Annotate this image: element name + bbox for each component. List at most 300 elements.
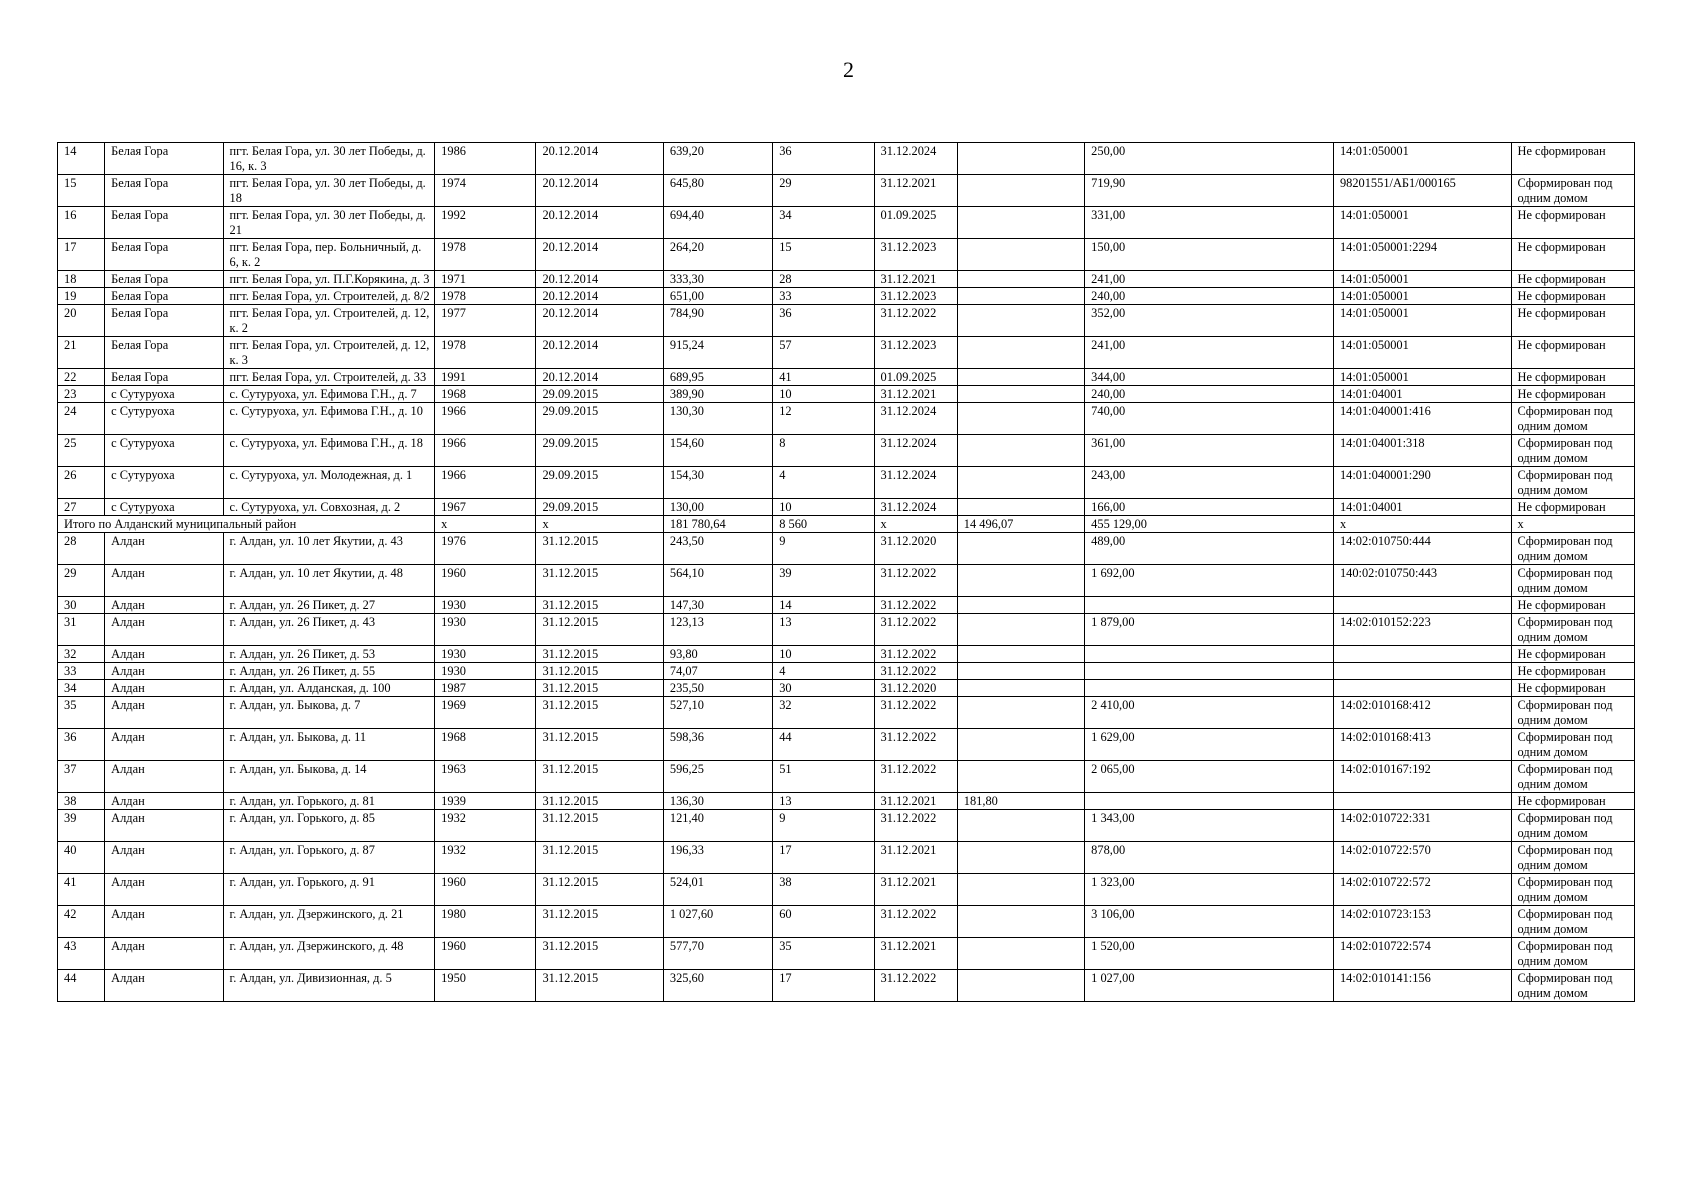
residents-cell: 44 <box>773 729 874 761</box>
area-cell: 130,30 <box>663 403 772 435</box>
address-cell: пгт. Белая Гора, пер. Больничный, д. 6, к. 2 <box>223 239 435 271</box>
area-value-cell: 1 323,00 <box>1085 874 1334 906</box>
area-cell: 147,30 <box>663 597 772 614</box>
area-cell: 136,30 <box>663 793 772 810</box>
row-number-cell: 24 <box>58 403 105 435</box>
cost-value-cell <box>957 305 1084 337</box>
table-row <box>58 810 1635 842</box>
address-cell: г. Алдан, ул. Алданская, д. 100 <box>223 680 435 697</box>
address-cell: г. Алдан, ул. Быкова, д. 11 <box>223 729 435 761</box>
total-recognition-date: х <box>536 516 663 533</box>
cadastral-number-cell: 14:02:010750:444 <box>1333 533 1511 565</box>
build-year-cell: 1978 <box>435 288 536 305</box>
recognition-date-cell: 20.12.2014 <box>536 207 663 239</box>
row-number-cell: 15 <box>58 175 105 207</box>
cadastral-number-cell: 14:01:04001 <box>1333 386 1511 403</box>
total-label: Итого по Алданский муниципальный район <box>58 516 435 533</box>
total-cost-value: 14 496,07 <box>957 516 1084 533</box>
cost-value-cell <box>957 697 1084 729</box>
cost-value-cell <box>957 906 1084 938</box>
build-year-cell: 1977 <box>435 305 536 337</box>
build-year-cell: 1939 <box>435 793 536 810</box>
table-row <box>58 288 1635 305</box>
locality-cell: с Сутуруоха <box>105 403 223 435</box>
cost-value-cell <box>957 938 1084 970</box>
build-year-cell: 1967 <box>435 499 536 516</box>
resettlement-deadline-cell: 01.09.2025 <box>874 369 957 386</box>
table-row <box>58 842 1635 874</box>
locality-cell: Алдан <box>105 597 223 614</box>
area-value-cell <box>1085 680 1334 697</box>
build-year-cell: 1991 <box>435 369 536 386</box>
residents-cell: 13 <box>773 793 874 810</box>
recognition-date-cell: 31.12.2015 <box>536 874 663 906</box>
area-value-cell: 489,00 <box>1085 533 1334 565</box>
area-value-cell: 1 629,00 <box>1085 729 1334 761</box>
table-row <box>58 874 1635 906</box>
table-row <box>58 207 1635 239</box>
cost-value-cell <box>957 386 1084 403</box>
recognition-date-cell: 31.12.2015 <box>536 761 663 793</box>
row-number-cell: 22 <box>58 369 105 386</box>
cadastral-number-cell: 14:01:050001 <box>1333 337 1511 369</box>
cost-value-cell <box>957 499 1084 516</box>
land-status-cell: Сформирован под одним домом <box>1511 938 1634 970</box>
address-cell: пгт. Белая Гора, ул. П.Г.Корякина, д. 3 <box>223 271 435 288</box>
build-year-cell: 1950 <box>435 970 536 1002</box>
row-number-cell: 29 <box>58 565 105 597</box>
address-cell: г. Алдан, ул. 26 Пикет, д. 53 <box>223 646 435 663</box>
build-year-cell: 1960 <box>435 938 536 970</box>
locality-cell: Белая Гора <box>105 207 223 239</box>
build-year-cell: 1987 <box>435 680 536 697</box>
row-number-cell: 34 <box>58 680 105 697</box>
resettlement-deadline-cell: 31.12.2021 <box>874 938 957 970</box>
area-value-cell: 740,00 <box>1085 403 1334 435</box>
cadastral-number-cell: 14:02:010722:574 <box>1333 938 1511 970</box>
residents-cell: 17 <box>773 842 874 874</box>
cost-value-cell <box>957 288 1084 305</box>
cost-value-cell <box>957 597 1084 614</box>
cost-value-cell <box>957 680 1084 697</box>
area-value-cell: 3 106,00 <box>1085 906 1334 938</box>
residents-cell: 17 <box>773 970 874 1002</box>
residents-cell: 32 <box>773 697 874 729</box>
land-status-cell: Сформирован под одним домом <box>1511 614 1634 646</box>
recognition-date-cell: 20.12.2014 <box>536 239 663 271</box>
area-value-cell: 240,00 <box>1085 386 1334 403</box>
address-cell: г. Алдан, ул. Дзержинского, д. 48 <box>223 938 435 970</box>
residents-cell: 14 <box>773 597 874 614</box>
total-area-value: 455 129,00 <box>1085 516 1334 533</box>
row-number-cell: 35 <box>58 697 105 729</box>
recognition-date-cell: 31.12.2015 <box>536 810 663 842</box>
locality-cell: Алдан <box>105 533 223 565</box>
recognition-date-cell: 20.12.2014 <box>536 305 663 337</box>
total-resettlement-deadline: х <box>874 516 957 533</box>
locality-cell: Алдан <box>105 793 223 810</box>
residents-cell: 15 <box>773 239 874 271</box>
cost-value-cell <box>957 369 1084 386</box>
build-year-cell: 1966 <box>435 467 536 499</box>
build-year-cell: 1976 <box>435 533 536 565</box>
land-status-cell: Сформирован под одним домом <box>1511 467 1634 499</box>
cadastral-number-cell: 14:01:050001 <box>1333 288 1511 305</box>
locality-cell: с Сутуруоха <box>105 499 223 516</box>
residents-cell: 4 <box>773 663 874 680</box>
row-number-cell: 30 <box>58 597 105 614</box>
address-cell: г. Алдан, ул. Горького, д. 91 <box>223 874 435 906</box>
cadastral-number-cell: 14:01:050001 <box>1333 369 1511 386</box>
row-number-cell: 20 <box>58 305 105 337</box>
recognition-date-cell: 31.12.2015 <box>536 938 663 970</box>
address-cell: пгт. Белая Гора, ул. 30 лет Победы, д. 18 <box>223 175 435 207</box>
table-row <box>58 533 1635 565</box>
address-cell: г. Алдан, ул. 10 лет Якутии, д. 43 <box>223 533 435 565</box>
resettlement-deadline-cell: 31.12.2022 <box>874 729 957 761</box>
locality-cell: Алдан <box>105 646 223 663</box>
address-cell: пгт. Белая Гора, ул. Строителей, д. 12, к. 3 <box>223 337 435 369</box>
cost-value-cell <box>957 435 1084 467</box>
area-value-cell: 1 692,00 <box>1085 565 1334 597</box>
locality-cell: Алдан <box>105 729 223 761</box>
locality-cell: Белая Гора <box>105 369 223 386</box>
cost-value-cell <box>957 842 1084 874</box>
address-cell: пгт. Белая Гора, ул. Строителей, д. 33 <box>223 369 435 386</box>
total-cadastral-number: х <box>1333 516 1511 533</box>
cost-value-cell <box>957 271 1084 288</box>
area-cell: 564,10 <box>663 565 772 597</box>
address-cell: г. Алдан, ул. 26 Пикет, д. 55 <box>223 663 435 680</box>
row-number-cell: 31 <box>58 614 105 646</box>
total-residents: 8 560 <box>773 516 874 533</box>
resettlement-deadline-cell: 31.12.2024 <box>874 499 957 516</box>
build-year-cell: 1974 <box>435 175 536 207</box>
cadastral-number-cell: 14:02:010141:156 <box>1333 970 1511 1002</box>
land-status-cell: Не сформирован <box>1511 143 1634 175</box>
cadastral-number-cell: 14:01:050001 <box>1333 305 1511 337</box>
recognition-date-cell: 31.12.2015 <box>536 614 663 646</box>
residents-cell: 10 <box>773 646 874 663</box>
resettlement-deadline-cell: 31.12.2021 <box>874 793 957 810</box>
table-row <box>58 435 1635 467</box>
locality-cell: Белая Гора <box>105 239 223 271</box>
table-row <box>58 499 1635 516</box>
row-number-cell: 41 <box>58 874 105 906</box>
locality-cell: Алдан <box>105 663 223 680</box>
resettlement-deadline-cell: 31.12.2021 <box>874 175 957 207</box>
cadastral-number-cell: 14:01:050001 <box>1333 207 1511 239</box>
resettlement-deadline-cell: 31.12.2020 <box>874 680 957 697</box>
cadastral-number-cell <box>1333 680 1511 697</box>
cadastral-number-cell <box>1333 646 1511 663</box>
residents-cell: 51 <box>773 761 874 793</box>
area-value-cell: 331,00 <box>1085 207 1334 239</box>
table-row <box>58 403 1635 435</box>
area-value-cell: 1 520,00 <box>1085 938 1334 970</box>
recognition-date-cell: 29.09.2015 <box>536 499 663 516</box>
recognition-date-cell: 31.12.2015 <box>536 646 663 663</box>
residents-cell: 34 <box>773 207 874 239</box>
resettlement-deadline-cell: 31.12.2022 <box>874 646 957 663</box>
cost-value-cell <box>957 663 1084 680</box>
build-year-cell: 1930 <box>435 663 536 680</box>
cadastral-number-cell: 14:02:010152:223 <box>1333 614 1511 646</box>
resettlement-deadline-cell: 31.12.2023 <box>874 239 957 271</box>
recognition-date-cell: 31.12.2015 <box>536 729 663 761</box>
cost-value-cell <box>957 614 1084 646</box>
locality-cell: Белая Гора <box>105 288 223 305</box>
table-row <box>58 597 1635 614</box>
cadastral-number-cell: 14:02:010168:413 <box>1333 729 1511 761</box>
table-row <box>58 369 1635 386</box>
address-cell: г. Алдан, ул. Быкова, д. 7 <box>223 697 435 729</box>
cost-value-cell <box>957 533 1084 565</box>
area-cell: 333,30 <box>663 271 772 288</box>
area-cell: 74,07 <box>663 663 772 680</box>
land-status-cell: Не сформирован <box>1511 305 1634 337</box>
row-number-cell: 21 <box>58 337 105 369</box>
area-cell: 93,80 <box>663 646 772 663</box>
residents-cell: 60 <box>773 906 874 938</box>
cadastral-number-cell: 14:01:040001:416 <box>1333 403 1511 435</box>
residents-cell: 8 <box>773 435 874 467</box>
area-value-cell: 241,00 <box>1085 337 1334 369</box>
table-row <box>58 663 1635 680</box>
cost-value-cell <box>957 207 1084 239</box>
resettlement-deadline-cell: 31.12.2022 <box>874 906 957 938</box>
address-cell: г. Алдан, ул. Горького, д. 87 <box>223 842 435 874</box>
land-status-cell: Не сформирован <box>1511 337 1634 369</box>
recognition-date-cell: 31.12.2015 <box>536 842 663 874</box>
build-year-cell: 1932 <box>435 842 536 874</box>
table-row <box>58 614 1635 646</box>
land-status-cell: Не сформирован <box>1511 597 1634 614</box>
cadastral-number-cell: 14:01:050001 <box>1333 271 1511 288</box>
total-row <box>58 516 1635 533</box>
cadastral-number-cell <box>1333 663 1511 680</box>
table-row <box>58 906 1635 938</box>
residents-cell: 38 <box>773 874 874 906</box>
address-cell: пгт. Белая Гора, ул. Строителей, д. 8/2 <box>223 288 435 305</box>
cadastral-number-cell: 14:01:04001 <box>1333 499 1511 516</box>
area-cell: 784,90 <box>663 305 772 337</box>
area-value-cell <box>1085 663 1334 680</box>
resettlement-deadline-cell: 31.12.2024 <box>874 143 957 175</box>
land-status-cell: Сформирован под одним домом <box>1511 565 1634 597</box>
row-number-cell: 42 <box>58 906 105 938</box>
cost-value-cell: 181,80 <box>957 793 1084 810</box>
recognition-date-cell: 20.12.2014 <box>536 288 663 305</box>
cost-value-cell <box>957 239 1084 271</box>
cadastral-number-cell: 140:02:010750:443 <box>1333 565 1511 597</box>
total-land-status: х <box>1511 516 1634 533</box>
residents-cell: 33 <box>773 288 874 305</box>
total-area: 181 780,64 <box>663 516 772 533</box>
recognition-date-cell: 29.09.2015 <box>536 403 663 435</box>
land-status-cell: Сформирован под одним домом <box>1511 906 1634 938</box>
address-cell: с. Сутуруоха, ул. Ефимова Г.Н., д. 7 <box>223 386 435 403</box>
area-cell: 235,50 <box>663 680 772 697</box>
address-cell: с. Сутуруоха, ул. Совхозная, д. 2 <box>223 499 435 516</box>
resettlement-deadline-cell: 31.12.2021 <box>874 842 957 874</box>
locality-cell: Алдан <box>105 970 223 1002</box>
area-value-cell: 719,90 <box>1085 175 1334 207</box>
locality-cell: с Сутуруоха <box>105 467 223 499</box>
area-value-cell: 1 879,00 <box>1085 614 1334 646</box>
row-number-cell: 28 <box>58 533 105 565</box>
area-cell: 915,24 <box>663 337 772 369</box>
area-cell: 651,00 <box>663 288 772 305</box>
area-cell: 243,50 <box>663 533 772 565</box>
residents-cell: 39 <box>773 565 874 597</box>
area-cell: 596,25 <box>663 761 772 793</box>
residents-cell: 28 <box>773 271 874 288</box>
cost-value-cell <box>957 970 1084 1002</box>
build-year-cell: 1971 <box>435 271 536 288</box>
residents-cell: 29 <box>773 175 874 207</box>
table-row <box>58 697 1635 729</box>
address-cell: с. Сутуруоха, ул. Ефимова Г.Н., д. 10 <box>223 403 435 435</box>
table-row <box>58 305 1635 337</box>
build-year-cell: 1930 <box>435 614 536 646</box>
locality-cell: Алдан <box>105 810 223 842</box>
recognition-date-cell: 20.12.2014 <box>536 369 663 386</box>
table-row <box>58 565 1635 597</box>
build-year-cell: 1968 <box>435 729 536 761</box>
area-value-cell: 1 027,00 <box>1085 970 1334 1002</box>
address-cell: г. Алдан, ул. Горького, д. 85 <box>223 810 435 842</box>
cost-value-cell <box>957 646 1084 663</box>
residents-cell: 41 <box>773 369 874 386</box>
recognition-date-cell: 29.09.2015 <box>536 467 663 499</box>
table-row <box>58 467 1635 499</box>
recognition-date-cell: 20.12.2014 <box>536 143 663 175</box>
build-year-cell: 1978 <box>435 337 536 369</box>
area-cell: 689,95 <box>663 369 772 386</box>
area-value-cell: 240,00 <box>1085 288 1334 305</box>
cadastral-number-cell: 14:01:050001:2294 <box>1333 239 1511 271</box>
row-number-cell: 40 <box>58 842 105 874</box>
table-row <box>58 271 1635 288</box>
resettlement-deadline-cell: 31.12.2022 <box>874 810 957 842</box>
area-cell: 1 027,60 <box>663 906 772 938</box>
resettlement-deadline-cell: 01.09.2025 <box>874 207 957 239</box>
area-value-cell: 2 065,00 <box>1085 761 1334 793</box>
area-cell: 598,36 <box>663 729 772 761</box>
table-row <box>58 761 1635 793</box>
table-row <box>58 239 1635 271</box>
address-cell: г. Алдан, ул. Дзержинского, д. 21 <box>223 906 435 938</box>
area-value-cell <box>1085 597 1334 614</box>
cost-value-cell <box>957 403 1084 435</box>
area-value-cell: 1 343,00 <box>1085 810 1334 842</box>
build-year-cell: 1930 <box>435 597 536 614</box>
cadastral-number-cell: 14:02:010168:412 <box>1333 697 1511 729</box>
table-row <box>58 793 1635 810</box>
cadastral-number-cell: 98201551/АБ1/000165 <box>1333 175 1511 207</box>
row-number-cell: 14 <box>58 143 105 175</box>
land-status-cell: Сформирован под одним домом <box>1511 533 1634 565</box>
land-status-cell: Сформирован под одним домом <box>1511 810 1634 842</box>
resettlement-deadline-cell: 31.12.2022 <box>874 697 957 729</box>
locality-cell: Алдан <box>105 842 223 874</box>
locality-cell: Алдан <box>105 874 223 906</box>
table-row <box>58 729 1635 761</box>
area-cell: 121,40 <box>663 810 772 842</box>
address-cell: г. Алдан, ул. Горького, д. 81 <box>223 793 435 810</box>
area-cell: 639,20 <box>663 143 772 175</box>
address-cell: г. Алдан, ул. Дивизионная, д. 5 <box>223 970 435 1002</box>
resettlement-deadline-cell: 31.12.2021 <box>874 874 957 906</box>
area-cell: 325,60 <box>663 970 772 1002</box>
address-cell: г. Алдан, ул. 10 лет Якутии, д. 48 <box>223 565 435 597</box>
area-value-cell <box>1085 646 1334 663</box>
build-year-cell: 1986 <box>435 143 536 175</box>
land-status-cell: Сформирован под одним домом <box>1511 729 1634 761</box>
resettlement-deadline-cell: 31.12.2022 <box>874 597 957 614</box>
recognition-date-cell: 31.12.2015 <box>536 970 663 1002</box>
recognition-date-cell: 31.12.2015 <box>536 663 663 680</box>
row-number-cell: 16 <box>58 207 105 239</box>
residents-cell: 12 <box>773 403 874 435</box>
address-cell: с. Сутуруоха, ул. Ефимова Г.Н., д. 18 <box>223 435 435 467</box>
row-number-cell: 37 <box>58 761 105 793</box>
row-number-cell: 38 <box>58 793 105 810</box>
cadastral-number-cell: 14:02:010722:572 <box>1333 874 1511 906</box>
land-status-cell: Сформирован под одним домом <box>1511 970 1634 1002</box>
table-row <box>58 938 1635 970</box>
residents-cell: 13 <box>773 614 874 646</box>
row-number-cell: 17 <box>58 239 105 271</box>
table-row <box>58 970 1635 1002</box>
locality-cell: с Сутуруоха <box>105 386 223 403</box>
address-cell: с. Сутуруоха, ул. Молодежная, д. 1 <box>223 467 435 499</box>
residents-cell: 35 <box>773 938 874 970</box>
land-status-cell: Не сформирован <box>1511 499 1634 516</box>
residents-cell: 9 <box>773 533 874 565</box>
area-value-cell: 361,00 <box>1085 435 1334 467</box>
locality-cell: Белая Гора <box>105 175 223 207</box>
locality-cell: Алдан <box>105 697 223 729</box>
land-status-cell: Не сформирован <box>1511 646 1634 663</box>
area-value-cell: 250,00 <box>1085 143 1334 175</box>
cost-value-cell <box>957 467 1084 499</box>
address-cell: г. Алдан, ул. Быкова, д. 14 <box>223 761 435 793</box>
row-number-cell: 23 <box>58 386 105 403</box>
area-cell: 154,60 <box>663 435 772 467</box>
locality-cell: Алдан <box>105 680 223 697</box>
resettlement-deadline-cell: 31.12.2022 <box>874 761 957 793</box>
recognition-date-cell: 29.09.2015 <box>536 435 663 467</box>
resettlement-deadline-cell: 31.12.2024 <box>874 467 957 499</box>
resettlement-deadline-cell: 31.12.2021 <box>874 386 957 403</box>
build-year-cell: 1930 <box>435 646 536 663</box>
resettlement-deadline-cell: 31.12.2024 <box>874 403 957 435</box>
land-status-cell: Не сформирован <box>1511 288 1634 305</box>
residents-cell: 10 <box>773 499 874 516</box>
cadastral-number-cell: 14:02:010722:331 <box>1333 810 1511 842</box>
land-status-cell: Не сформирован <box>1511 663 1634 680</box>
area-cell: 130,00 <box>663 499 772 516</box>
cadastral-number-cell: 14:01:050001 <box>1333 143 1511 175</box>
cost-value-cell <box>957 761 1084 793</box>
address-cell: г. Алдан, ул. 26 Пикет, д. 27 <box>223 597 435 614</box>
land-status-cell: Сформирован под одним домом <box>1511 175 1634 207</box>
address-cell: г. Алдан, ул. 26 Пикет, д. 43 <box>223 614 435 646</box>
resettlement-deadline-cell: 31.12.2024 <box>874 435 957 467</box>
locality-cell: с Сутуруоха <box>105 435 223 467</box>
